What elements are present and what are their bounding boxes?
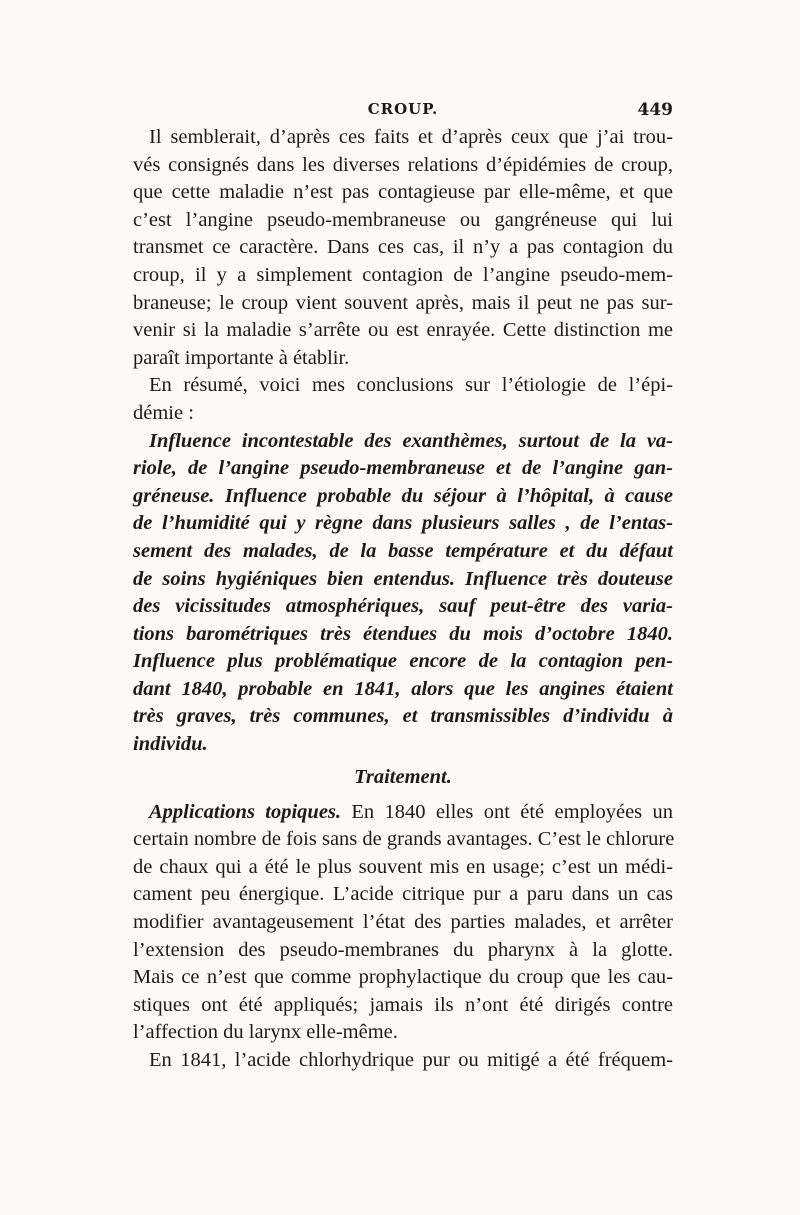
text-line <box>133 799 673 827</box>
text-line: venir si la maladie s’arrête ou est enrayée. Cette distinction me <box>133 319 673 342</box>
text-line: de chaux qui a été le plus souvent mis en usage; c’est un médi- <box>133 855 673 878</box>
italic-line: Influence plus problématique encore de la contagion pen- <box>133 650 673 673</box>
italic-line: dant 1840, probable en 1841, alors que les angines étaient <box>133 677 673 700</box>
italic-line: de soins hygiéniques bien entendus. Influence très douteuse <box>133 567 673 590</box>
text-line: Il semblerait, d’après ces faits et d’après ceux que j’ai trou- <box>149 126 673 148</box>
italic-line: individu. <box>133 733 208 756</box>
text-line: Mais ce n’est que comme prophylactique du croup que les cau- <box>133 966 673 989</box>
spacer <box>133 789 673 799</box>
italic-line: de l’humidité qui y règne dans plusieurs salles , de l’entas- <box>133 512 673 535</box>
text-line: paraît importante à établir. <box>133 346 350 369</box>
running-head <box>133 100 673 124</box>
text-line: démie : <box>133 401 194 424</box>
text-line: En résumé, voici mes conclusions sur l’étiologie de l’épi- <box>149 374 673 397</box>
text-line: que cette maladie n’est pas contagieuse par elle-même, et que <box>133 181 673 204</box>
runin-continuation: En 1840 elles ont été employées un <box>341 800 674 823</box>
text-line: c’est l’angine pseudo-membraneuse ou gangréneuse qui lui <box>133 208 673 231</box>
italic-line: Influence incontestable des exanthèmes, surtout de la va- <box>149 429 673 452</box>
text-line: l’affection du larynx elle-même. <box>133 1021 398 1044</box>
text-line: transmet ce caractère. Dans ces cas, il n’y a pas contagion du <box>133 236 673 259</box>
text-line: l’extension des pseudo-membranes du pharynx à la glotte. <box>133 938 673 961</box>
italic-line: tions barométriques très étendues du mois d’octobre 1840. <box>133 622 673 645</box>
italic-line: très graves, très communes, et transmissibles d’individu à <box>133 705 673 728</box>
body-text <box>133 124 673 1075</box>
italic-line: riole, de l’angine pseudo-membraneuse et de l’angine gan- <box>133 457 673 480</box>
page-number: 449 <box>637 100 673 120</box>
runin-heading: Applications topiques. <box>149 800 342 823</box>
italic-line: gréneuse. Influence probable du séjour à l’hôpital, à cause <box>133 484 673 507</box>
italic-line: des vicissitudes atmosphériques, sauf peut-être des varia- <box>133 595 673 618</box>
text-line: modifier avantageusement l’état des parties malades, et arrêter <box>133 911 673 934</box>
text-line: stiques ont été appliqués; jamais ils n’ont été dirigés contre <box>133 993 673 1016</box>
text-line: braneuse; le croup vient souvent après, mais il peut ne pas sur- <box>133 291 673 314</box>
text-line: En 1841, l’acide chlorhydrique pur ou mitigé a été fréquem- <box>149 1049 673 1071</box>
text-line: croup, il y a simplement contagion de l’angine pseudo-mem- <box>133 263 673 286</box>
text-line: certain nombre de fois sans de grands avantages. C’est le chlorure <box>133 828 675 851</box>
text-line: vés consignés dans les diverses relations d’épidémies de croup, <box>133 153 673 176</box>
running-title: CROUP. <box>367 100 439 118</box>
italic-line: sement des malades, de la basse température et du défaut <box>133 539 673 562</box>
text-line: cament peu énergique. L’acide citrique pur a paru dans un cas <box>133 883 673 906</box>
section-heading: Traitement. <box>354 765 452 788</box>
